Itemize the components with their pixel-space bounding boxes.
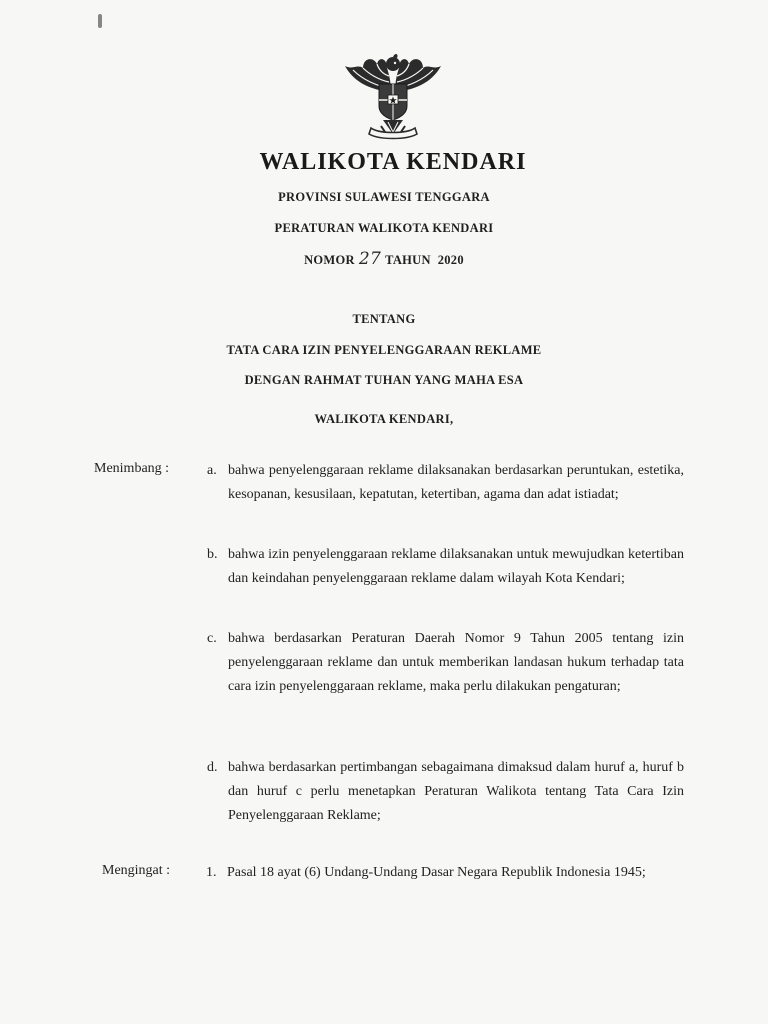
item-text: bahwa penyelenggaraan reklame dilaksanakan berdasarkan peruntukan, estetika, kesopanan, kesusilaan, kepatutan, ketertiban, agama dan adat istiadat; bbox=[228, 463, 684, 502]
mengingat-label: Mengingat : bbox=[102, 863, 171, 878]
nomor-label: NOMOR bbox=[304, 253, 355, 267]
tahun-value: 2020 bbox=[437, 253, 464, 267]
menimbang-label: Menimbang : bbox=[94, 461, 170, 476]
menimbang-item-c bbox=[207, 627, 684, 699]
menimbang-item-a bbox=[207, 459, 684, 507]
item-marker: 1. bbox=[206, 865, 217, 880]
item-marker: d. bbox=[207, 760, 218, 775]
mayor-line: WALIKOTA KENDARI, bbox=[314, 412, 454, 426]
garuda-emblem-icon bbox=[333, 44, 453, 144]
scan-speck bbox=[98, 14, 102, 28]
item-marker: b. bbox=[207, 547, 218, 562]
blessing-line: DENGAN RAHMAT TUHAN YANG MAHA ESA bbox=[244, 373, 524, 387]
nomor-value: 27 bbox=[358, 249, 382, 269]
item-marker: a. bbox=[207, 463, 217, 478]
province-name: PROVINSI SULAWESI TENGGARA bbox=[278, 190, 490, 204]
tentang-heading: TENTANG bbox=[352, 312, 416, 326]
item-text: bahwa izin penyelenggaraan reklame dilaksanakan untuk mewujudkan ketertiban dan keindahan penyelenggaraan reklame dalam wilayah Kota Kendari; bbox=[228, 547, 684, 586]
item-marker: c. bbox=[207, 631, 217, 646]
item-text: bahwa berdasarkan pertimbangan sebagaimana dimaksud dalam huruf a, huruf b dan huruf c perlu menetapkan Peraturan Walikota tentang Tata Cara Izin Penyelenggaraan Reklame; bbox=[228, 760, 684, 823]
regulation-number bbox=[0, 249, 768, 269]
item-text: Pasal 18 ayat (6) Undang-Undang Dasar Negara Republik Indonesia 1945; bbox=[227, 865, 646, 880]
regulation-type: PERATURAN WALIKOTA KENDARI bbox=[274, 221, 494, 235]
tahun-label: TAHUN bbox=[385, 253, 431, 267]
item-text: bahwa berdasarkan Peraturan Daerah Nomor 9 Tahun 2005 tentang izin penyelenggaraan reklame dan untuk memberikan landasan hukum terhadap tata cara izin penyelenggaraan reklame, maka perlu dilakukan pengaturan; bbox=[228, 631, 684, 694]
menimbang-item-b bbox=[207, 543, 684, 591]
document-title: WALIKOTA KENDARI bbox=[259, 149, 527, 175]
regulation-subject: TATA CARA IZIN PENYELENGGARAAN REKLAME bbox=[226, 343, 542, 357]
menimbang-item-d bbox=[207, 756, 684, 828]
mengingat-item-1 bbox=[206, 861, 683, 885]
